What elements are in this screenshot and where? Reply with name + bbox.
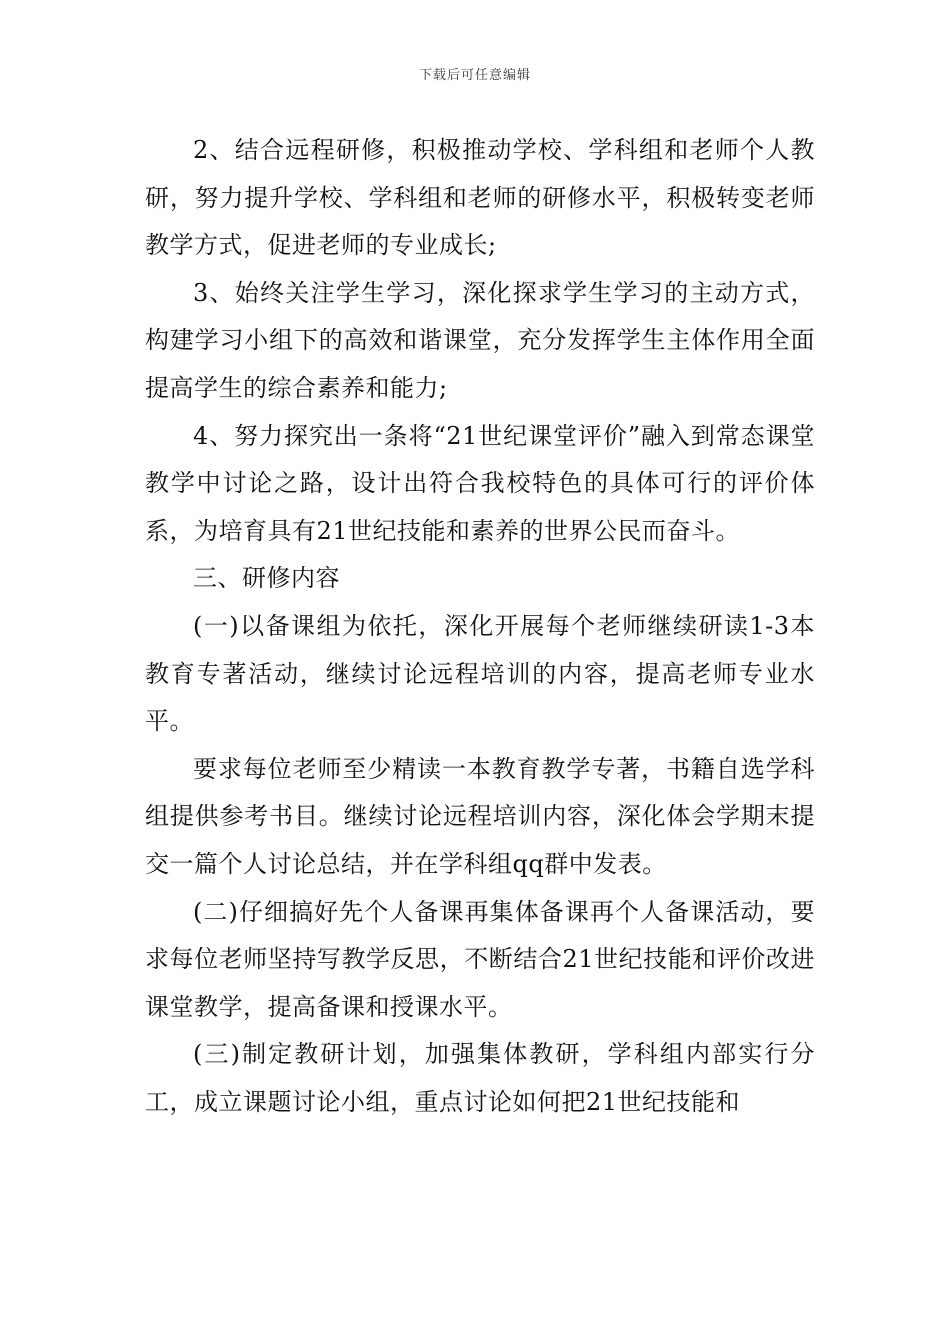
document-body [145,127,815,1126]
paragraph-goal-3: 3、始终关注学生学习，深化探求学生学习的主动方式，构建学习小组下的高效和谐课堂，充分发挥学生主体作用全面提高学生的综合素养和能力; [145,278,815,402]
paragraph-goal-4: 4、努力探究出一条将“21世纪课堂评价”融入到常态课堂教学中讨论之路，设计出符合我校特色的具体可行的评价体系，为培育具有21世纪技能和素养的世界公民而奋斗。 [145,421,815,545]
paragraph-item-1-requirement: 要求每位老师至少精读一本教育教学专著，书籍自选学科组提供参考书目。继续讨论远程培训内容，深化体会学期末提交一篇个人讨论总结，并在学科组qq群中发表。 [145,754,815,878]
paragraph-goal-2: 2、结合远程研修，积极推动学校、学科组和老师个人教研，努力提升学校、学科组和老师的研修水平，积极转变老师教学方式，促进老师的专业成长; [145,136,815,260]
section-heading-research-content: 三、研修内容 [193,564,340,593]
paragraph-item-2: (二)仔细搞好先个人备课再集体备课再个人备课活动，要求每位老师坚持写教学反思，不断结合21世纪技能和评价改进课堂教学，提高备课和授课水平。 [145,897,815,1021]
paragraph-item-1: (一)以备课组为依托，深化开展每个老师继续研读1-3本教育专著活动，继续讨论远程培训的内容，提高老师专业水平。 [145,611,815,736]
paragraph-item-3: (三)制定教研计划，加强集体教研，学科组内部实行分工，成立课题讨论小组，重点讨论如何把21世纪技能和 [145,1040,815,1116]
page-header: 下载后可任意编辑 [418,68,531,83]
